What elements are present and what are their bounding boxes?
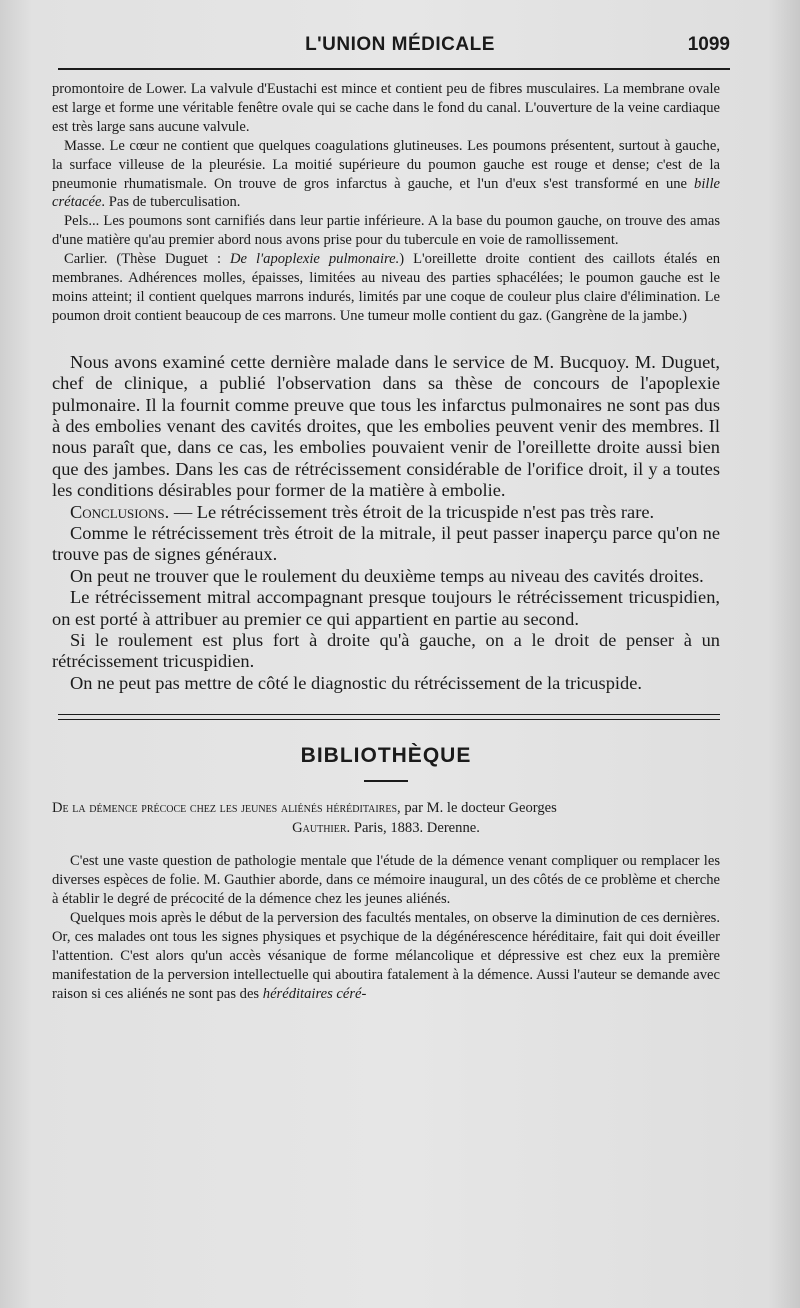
observation-carlier-start: Carlier. (Thèse Duguet : [64,251,222,268]
book-citation [52,798,720,838]
discussion-paragraph: Nous avons examiné cette dernière malade dans le service de M. Bucquoy. M. Duguet, chef de clinique, a publié l'observation dans sa thèse de concours de l'apoplexie pulmonaire. Il la fournit comme preuve que tous les infarctus pulmonaires ne sont pas dus à des embolies venant des cavités droites, que les embolies peuvent venir des membres. Il nous paraît que, dans ce cas, les embolies pouvaient venir de l'oreillette droite aussi bien que des jambes. Dans les cas de rétrécissement considérable de l'orifice droit, il y a toutes les conditions désirables pour former de la matière à embolie. [52,351,720,501]
observation-masse-end: . Pas de tuberculisation. [101,194,241,211]
conclusions-label: Conclusions. [70,501,170,522]
book-author: Gauthier [292,820,347,837]
book-title: De la démence précoce chez les jeunes aliénés héréditaires, [52,800,401,817]
term-bille-cretacee: bille crétacée [52,175,720,211]
title-underline [364,780,408,782]
page-header [0,34,800,66]
conclusion-item: On ne peut pas mettre de côté le diagnostic du rétrécissement de la tricuspide. [70,672,642,693]
review-paragraph: C'est une vaste question de pathologie mentale que l'étude de la démence venant compliquer ou remplacer les diverses espèces de folie. M. Gauthier aborde, dans ce mémoire inaugural, un des côtés de ce problème et cherche à établir le degré de précocité de la démence chez les jeunes aliénés. [52,853,720,908]
observation-carlier [52,250,720,326]
section-divider [58,714,720,720]
book-author-prefix: par M. le docteur Georges [400,800,557,817]
observation-pels: Pels... Les poumons sont carnifiés dans leur partie inférieure. A la base du poumon gauche, on trouve des amas d'une matière qu'au premier abord nous avons prise pour du tubercule en voie de ramollissement. [52,213,720,249]
review-paragraph-2-text: Quelques mois après le début de la perversion des facultés mentales, on observe la diminution de ces dernières. Or, ces malades ont tous les signes physiques et psychique de la dégénérescence héréditaire, fait qui doit éveiller l'attention. C'est alors qu'un accès vésanique de forme mélancolique et dépressive est chez eux la première manifestation de la perversion intellectuelle qui aboutira fatalement à la démence. Aussi l'auteur se demande avec raison si ces aliénés ne sont pas des [52,910,720,1002]
observation-masse-text: Masse. Le cœur ne contient que quelques coagulations glutineuses. Les poumons présentent, surtout à gauche, la surface villeuse de la pleurésie. La moitié supérieure du poumon gauche est rouge et dense; c'est de la pneumonie rhumatismale. On trouve de gros infarctus à gauche, et l'un d'eux s'est transformé en une [52,137,720,192]
observation-masse [52,137,720,213]
page-content [52,80,720,1004]
conclusions-paragraph [52,502,720,523]
observation-carlier-text: ) L'oreillette droite contient des caillots étalés en membranes. Adhérences molles, épaisses, limitées au niveau des parties sphacélées; le poumon gauche est le moins atteint; il contient quelques marrons indurés, limités par une coque de couleur plus claire d'élimination. Le poumon droit contient beaucoup de ces marrons. Une tumeur molle contient du gaz. (Gangrène de la jambe.) [52,251,720,324]
conclusion-item: On peut ne trouver que le roulement du deuxième temps au niveau des cavités droites. [70,565,704,586]
review-paragraph-2 [52,909,720,1004]
book-publication: . Paris, 1883. Derenne. [346,820,480,837]
conclusion-item: Comme le rétrécissement très étroit de la mitrale, il peut passer inaperçu parce qu'on ne trouve pas de signes généraux. [52,523,720,565]
case-observations [52,80,720,326]
running-title: L'UNION MÉDICALE [305,34,495,55]
observation-lower: promontoire de Lower. La valvule d'Eustachi est mince et contient peu de fibres musculaires. La membrane ovale est large et forme une véritable fenêtre ovale qui se cache dans le fond du canal. L'ouverture de la veine cardiaque est très large sans aucune valvule. [52,81,720,135]
book-publication-line [52,818,720,838]
section-title-bibliotheque: BIBLIOTHÈQUE [300,744,472,768]
discussion-and-conclusions [52,352,720,695]
book-review [52,852,720,1003]
header-rule [58,68,730,70]
page-number: 1099 [687,34,730,55]
conclusion-item: Si le roulement est plus fort à droite qu'à gauche, on a le droit de penser à un rétrécissement tricuspidien. [52,630,720,672]
these-title: De l'apoplexie pulmonaire. [230,251,400,268]
conclusions-first: — Le rétrécissement très étroit de la tricuspide n'est pas très rare. [169,501,655,522]
review-tail: héréditaires céré- [262,985,367,1002]
conclusion-item: Le rétrécissement mitral accompagnant presque toujours le rétrécissement tricuspidien, on est porté à attribuer au premier ce qui appartient en partie au second. [52,587,720,629]
